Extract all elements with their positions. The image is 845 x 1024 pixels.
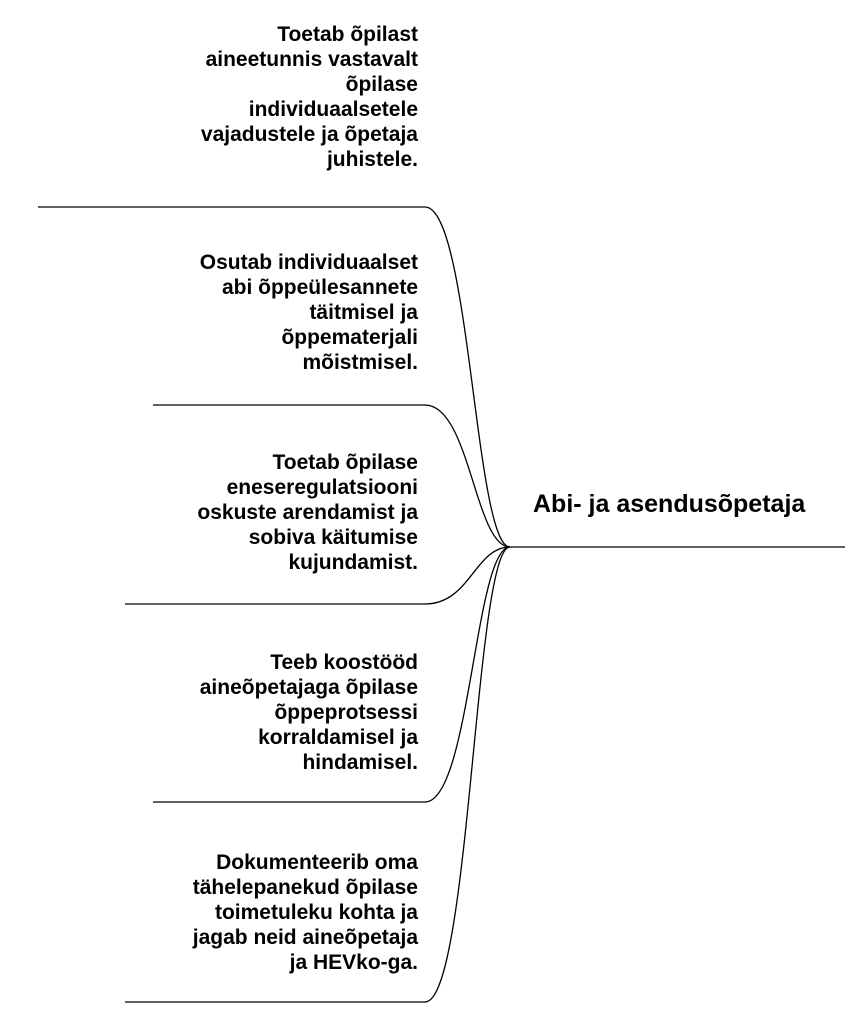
branch-3-text: Toetab õpilase eneseregulatsiooni oskuste arendamist ja sobiva käitumise kujundamist. xyxy=(197,451,418,574)
branch-1-text: Toetab õpilast aineetunnis vastavalt õpilase individuaalsetele vajadustele ja õpetaja juhistele. xyxy=(200,23,418,171)
center-topic: Abi- ja asendusõpetaja xyxy=(533,490,806,518)
branch-5-text: Dokumenteerib oma tähelepanekud õpilase toimetuleku kohta ja jagab neid aineõpetaja ja HEVko-ga. xyxy=(192,851,418,974)
branch-4-text: Teeb koostööd aineõpetajaga õpilase õppeprotsessi korraldamisel ja hindamisel. xyxy=(199,651,418,774)
branch-2-text: Osutab individuaalset abi õppeülesannete täitmisel ja õppematerjali mõistmisel. xyxy=(199,251,418,374)
